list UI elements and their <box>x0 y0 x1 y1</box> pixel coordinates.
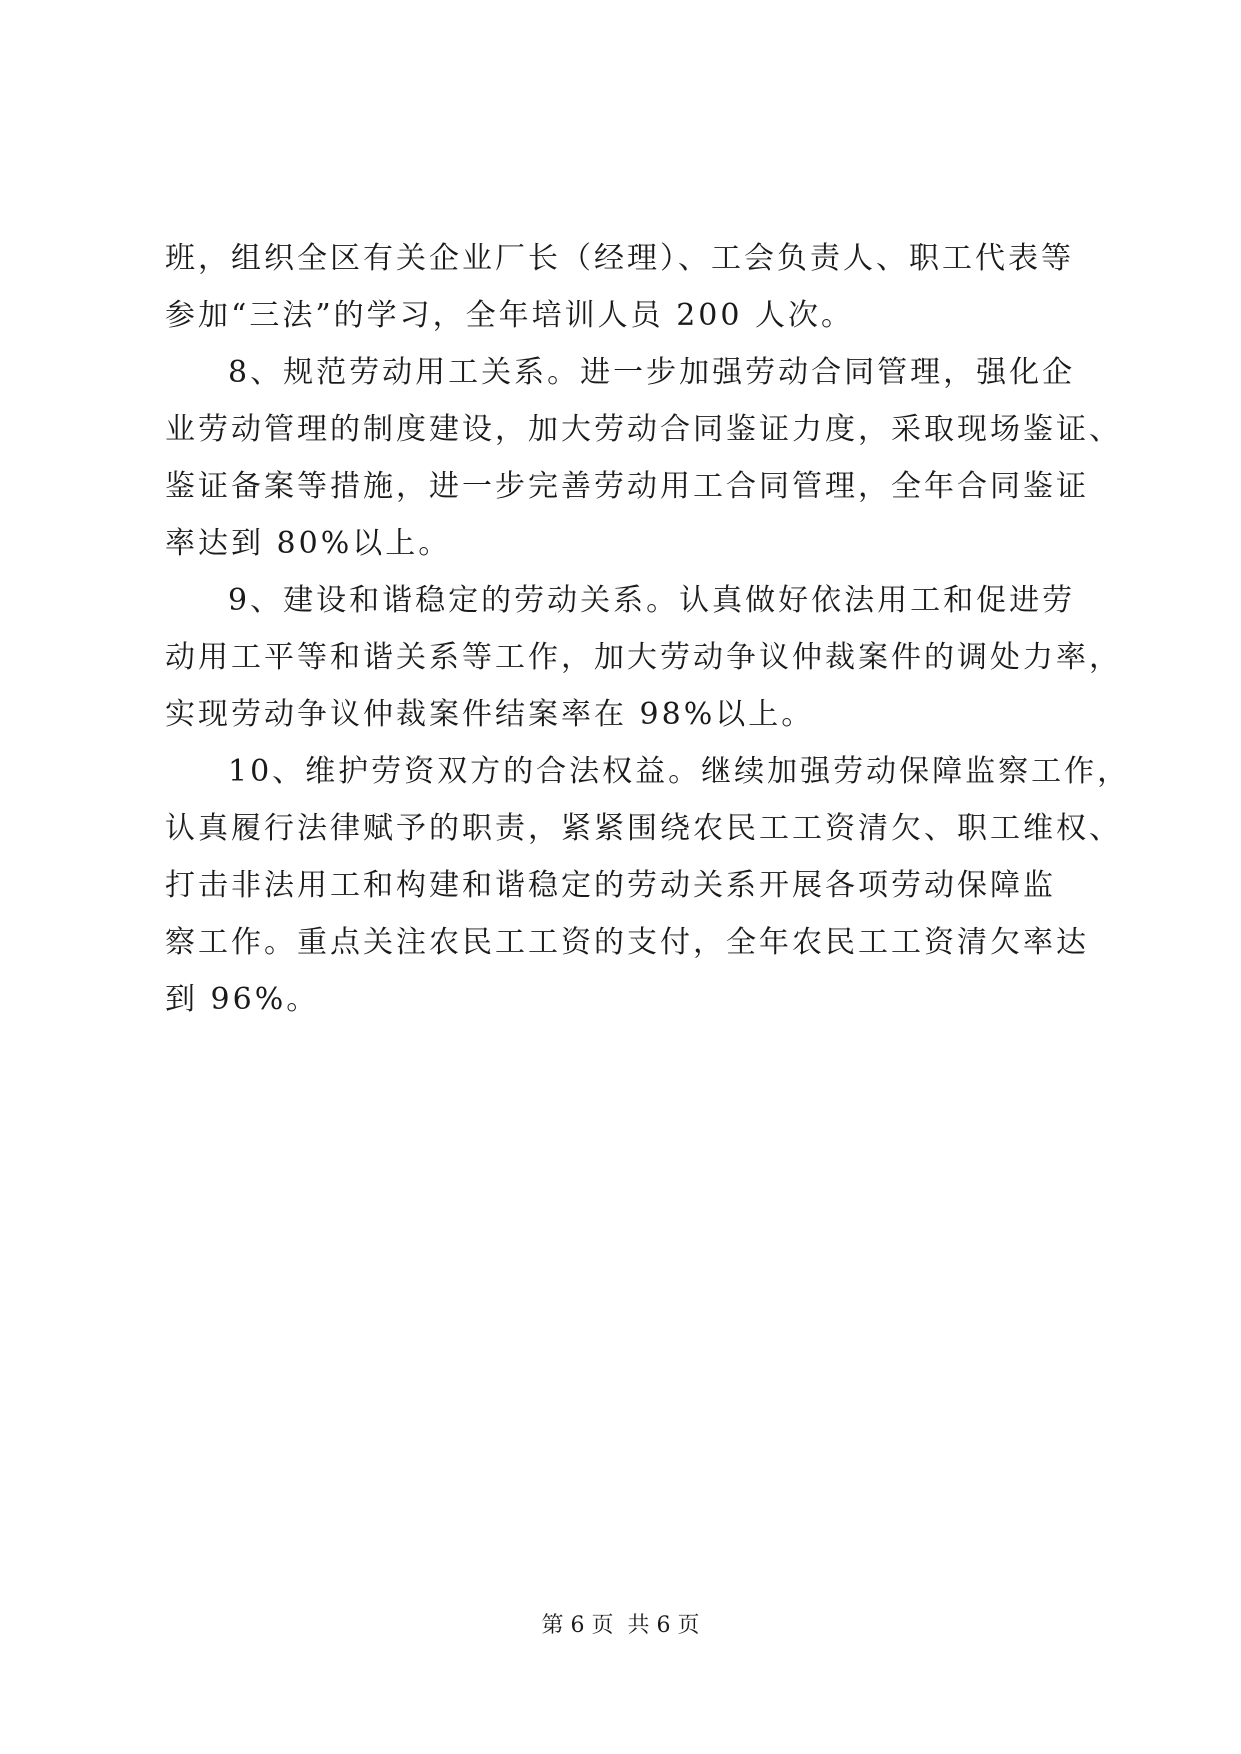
paragraph-line: 业劳动管理的制度建设，加大劳动合同鉴证力度，采取现场鉴证、 <box>165 412 1122 447</box>
paragraph-line: 10、维护劳资双方的合法权益。继续加强劳动保障监察工作， <box>228 754 1131 789</box>
paragraph-line: 动用工平等和谐关系等工作，加大劳动争议仲裁案件的调处力率， <box>165 640 1122 675</box>
paragraph-line: 察工作。重点关注农民工工资的支付，全年农民工工资清欠率达 <box>165 925 1089 960</box>
paragraph-line: 鉴证备案等措施，进一步完善劳动用工合同管理，全年合同鉴证 <box>165 469 1089 504</box>
paragraph-line: 实现劳动争议仲裁案件结案率在 98%以上。 <box>165 697 815 732</box>
paragraph-line: 认真履行法律赋予的职责，紧紧围绕农民工工资清欠、职工维权、 <box>165 811 1122 846</box>
paragraph-line: 率达到 80%以上。 <box>165 526 452 561</box>
paragraph-line: 打击非法用工和构建和谐稳定的劳动关系开展各项劳动保障监 <box>165 868 1056 903</box>
paragraph-line: 8、规范劳动用工关系。进一步加强劳动合同管理，强化企 <box>228 355 1076 390</box>
paragraph-line: 到 96%。 <box>165 982 320 1017</box>
document-body <box>165 230 1131 1028</box>
page-number-footer: 第 6 页 共 6 页 <box>541 1613 700 1638</box>
paragraph-line: 班，组织全区有关企业厂长（经理）、工会负责人、职工代表等 <box>165 241 1074 276</box>
paragraph-line: 9、建设和谐稳定的劳动关系。认真做好依法用工和促进劳 <box>228 583 1076 618</box>
paragraph-line: 参加“三法”的学习，全年培训人员 200 人次。 <box>165 298 855 333</box>
